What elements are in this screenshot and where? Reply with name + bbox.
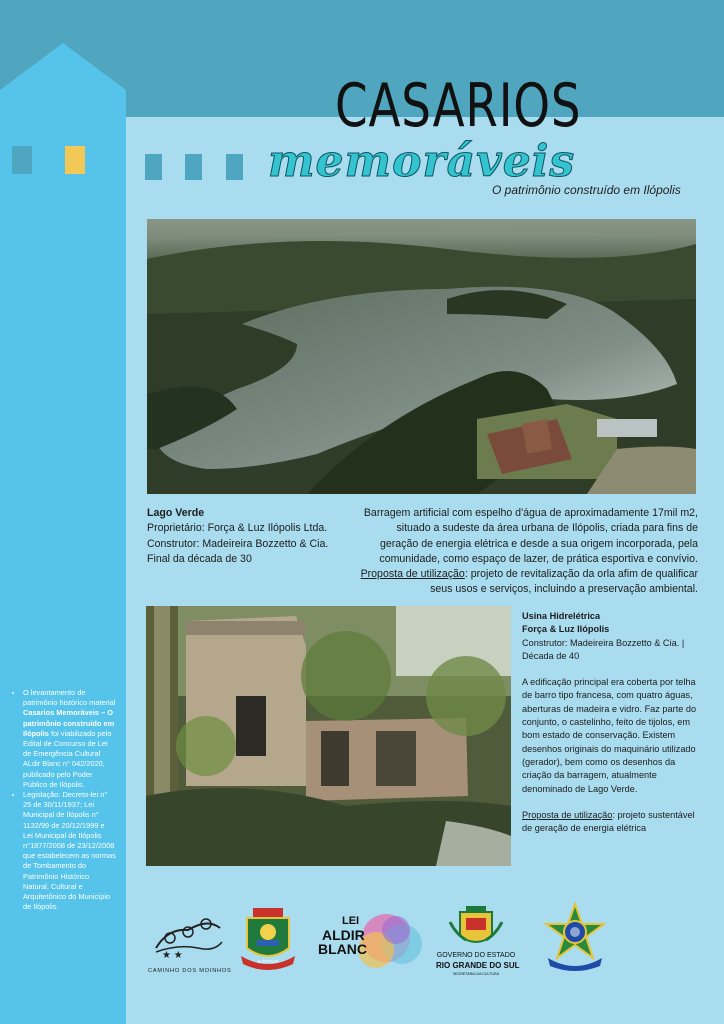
usina-builder: Construtor: Madeireira Bozzetto & Cia. | Década de 40 (522, 637, 685, 661)
sidebar-notes (10, 688, 116, 912)
sidebar-note-item: • Legislação: Decreto-lei n° 25 de 30/11/1937; Lei Municipal de Ilópolis n° 1132/99 de 20/12/1999 e Lei Municipal de Ilópolis n°1877/2008 de 23/12/2008 que estabelecem as normas de Tombamento do Patrimônio Histórico Natural, Cultural e Arquitetônico do Município de Ilópolis. (23, 790, 116, 912)
ilopolis-coat-of-arms (239, 906, 297, 974)
lago-verde-period: Final da década de 30 (147, 552, 252, 565)
page-title-script: memoráveis (268, 136, 576, 187)
usina-title-line1: Usina Hidrelétrica (522, 611, 601, 621)
sidebar-note-item: • O levantamento de patrimônio histórico material Casarios Memoráveis – O patrimônio construído em Ilópolis foi viabilizado pelo Edital de Concurso de Lei de Emergência Cultural ALdir Blanc n° 042/2020, publicado pelo Poder Público de Ilópolis. (23, 688, 116, 790)
governo-rs-logo: GOVERNO DO ESTADO RIO GRANDE DO SUL SECRETARIA DA CULTURA (436, 904, 516, 986)
usina-photo (146, 606, 511, 866)
lago-verde-builder: Construtor: Madeireira Bozzetto & Cia. (147, 537, 329, 550)
ilopolis-ribbon-text: ILÓPOLIS (257, 959, 279, 964)
page-subtitle: O patrimônio construído em Ilópolis (492, 183, 681, 197)
windmill-icon (148, 908, 226, 960)
lago-verde-description: Barragem artificial com espelho d'água de aproximadamente 17mil m2, situado a sudeste da área urbana de Ilópolis, criada para fins de geração de energia elétrica e desde a sua origem incorporada, pela comunidade, como espaço de lazer, de prática esportiva e convívio. (363, 507, 698, 565)
usina-description: A edificação principal era coberta por telha de barro tipo francesa, com quatro águas, aberturas de madeira e vidro. Faz parte do conjunto, o castelinho, feito de tijolos, em bom estado de conservação. Existem desenhos originais do maquinário utilizado (gerador), bem como os desenhos da criação da barragem, atualmente denominado de Lago Verde. (522, 677, 697, 794)
usina-proposal-text: : projeto sustentável de geração de energia elétrica (522, 809, 695, 834)
window-square (145, 154, 162, 180)
lei-aldir-blanc-logo: LEI ALDIR BLANC (316, 910, 426, 974)
window-square-yellow (65, 146, 85, 174)
lago-verde-name: Lago Verde (147, 507, 205, 519)
lago-verde-proposal-text: : projeto de revitalização da orla afim de qualificar seus usos e serviços, incluindo a preservação ambiental. (430, 568, 698, 596)
lago-verde-proposal-label: Proposta de utilização (360, 568, 465, 581)
window-square (12, 146, 32, 174)
caminho-dos-moinhos-logo (148, 908, 232, 980)
page-title: CASARIOS (335, 71, 582, 141)
window-square (185, 154, 202, 180)
usina-title-line2: Força & Luz Ilópolis (522, 624, 610, 635)
caminho-logo-text: CAMINHO DOS MOINHOS (148, 968, 232, 974)
lago-verde-owner: Proprietário: Força & Luz Ilópolis Ltda. (147, 522, 328, 535)
sidebar-note-bold: Casarios Memoráveis – O patrimônio construído em Ilópolis (23, 708, 115, 738)
lago-verde-photo (147, 219, 696, 494)
lago-verde-details (147, 506, 357, 567)
lago-verde-description-block (358, 506, 698, 598)
window-square (226, 154, 243, 180)
usina-proposal-label: Proposta de utilização (522, 809, 613, 820)
brasil-coat-of-arms (540, 902, 610, 974)
svg-text:★ ★: ★ ★ (162, 950, 183, 960)
usina-details (522, 610, 707, 835)
